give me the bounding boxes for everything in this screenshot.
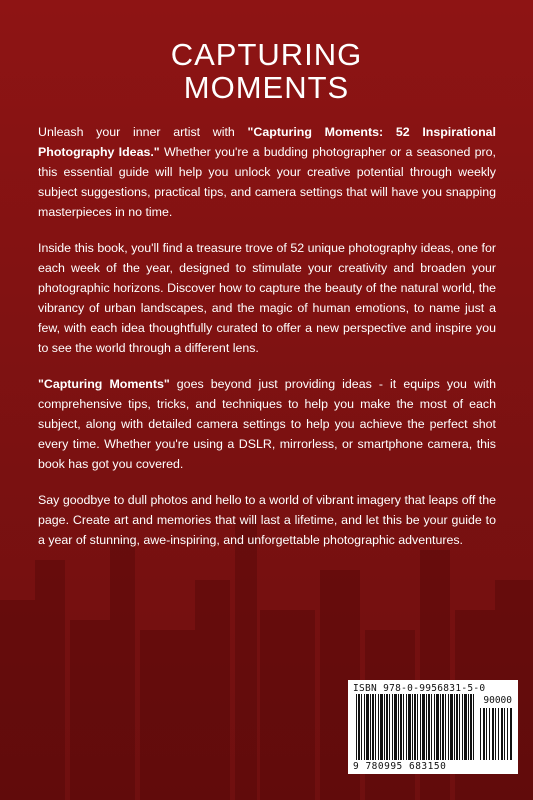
barcode-addon-bars <box>480 708 512 760</box>
title-line-1: CAPTURING <box>170 37 363 72</box>
blurb-paragraph-1 <box>38 122 496 222</box>
ean-number: 9 780995 683150 <box>353 761 447 772</box>
barcode-addon-number: 90000 <box>483 695 512 706</box>
isbn-number: ISBN 978-0-9956831-5-0 <box>353 683 486 694</box>
blurb-p3-book-title: "Capturing Moments" <box>38 377 170 391</box>
blurb-p1-body: Whether you're a budding photographer or a seasoned pro, this essential guide will help you unlock your creative potential through weekly subject suggestions, practical tips, and camera settings that will have you snapping masterpieces in no time. <box>38 145 496 219</box>
blurb-paragraph-3 <box>38 374 496 474</box>
title-line-2: MOMENTS <box>183 70 350 105</box>
blurb-paragraph-4: Say goodbye to dull photos and hello to a world of vibrant imagery that leaps off the page. Create art and memories that will last a lifetime, and let this be your guide to a year of stunning, awe-inspiring, and unforgettable photographic adventures. <box>38 493 496 547</box>
isbn-barcode <box>348 680 518 774</box>
book-title <box>0 38 533 104</box>
blurb-p1-book-title: "Capturing Moments: 52 Inspirational Photography Ideas." <box>38 125 497 159</box>
blurb-paragraph-2: Inside this book, you'll find a treasure trove of 52 unique photography ideas, one for each week of the year, designed to stimulate your creativity and broaden your photographic horizons. Discover how to capture the beauty of the natural world, the vibrancy of urban landscapes, and the magic of human emotions, to name just a few, with each idea thoughtfully curated to offer a new perspective and inspire you to see the world through a different lens. <box>38 241 496 355</box>
blurb-p3-body: goes beyond just providing ideas - it equips you with comprehensive tips, tricks, and techniques to help you make the most of each subject, along with detailed camera settings to help you achieve the perfect shot every time. Whether you're using a DSLR, mirrorless, or smartphone camera, this book has got you covered. <box>38 377 496 471</box>
back-cover-blurb <box>38 122 496 566</box>
blurb-p1-intro: Unleash your inner artist with <box>38 125 248 139</box>
barcode-bars <box>356 694 476 760</box>
